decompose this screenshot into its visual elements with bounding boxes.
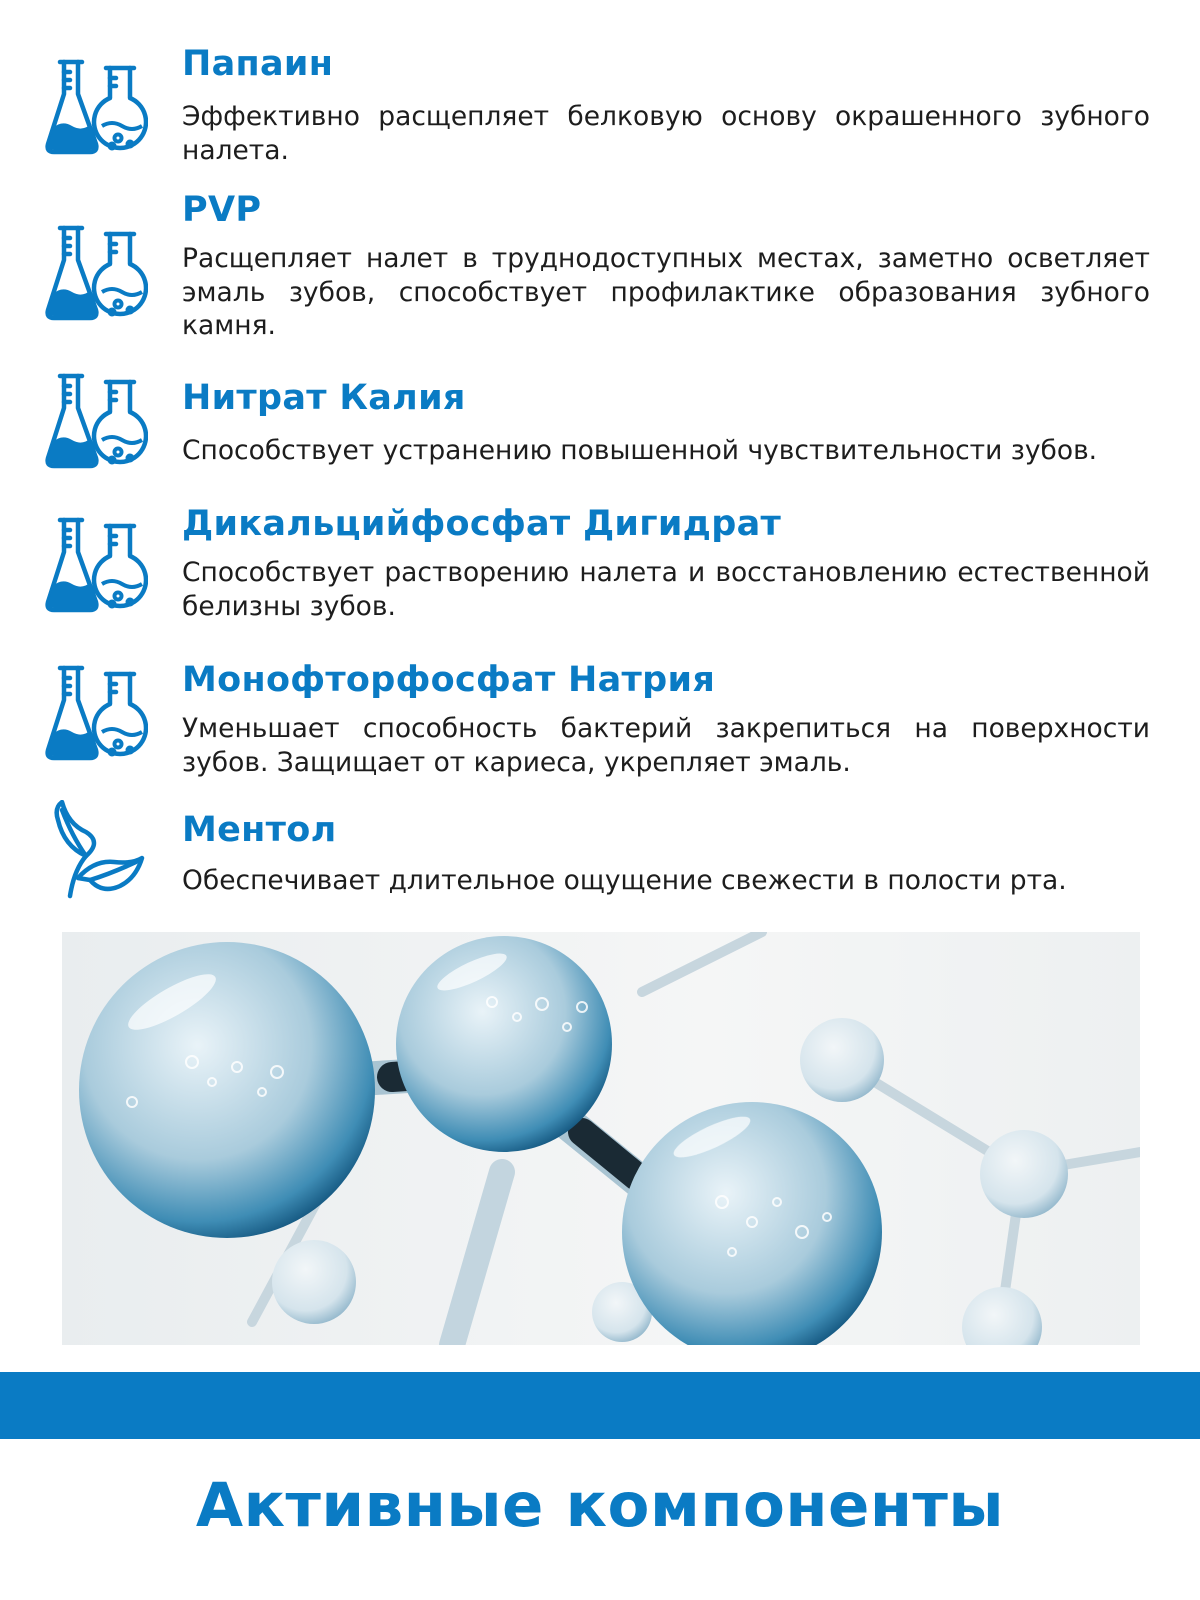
ingredient-title: Нитрат Калия xyxy=(182,378,466,418)
flasks-icon xyxy=(44,514,148,618)
page-title: Активные компоненты xyxy=(195,1470,1005,1541)
leaf-icon xyxy=(44,800,148,904)
ingredient-description: Способствует устранению повышенной чувствительности зубов. xyxy=(182,435,1098,466)
ingredient-title: Папаин xyxy=(182,44,334,84)
ingredient-description: Уменьшает способность бактерий закрепиться на поверхности зубов. Защищает от кариеса, укрепляет эмаль. xyxy=(182,713,1150,778)
flasks-icon xyxy=(44,370,148,474)
accent-band xyxy=(0,1372,1200,1439)
ingredient-title: PVP xyxy=(182,190,262,230)
ingredient-description: Эффективно расщепляет белковую основу окрашенного зубного налета. xyxy=(182,101,1150,166)
molecules-image xyxy=(62,932,1140,1345)
ingredient-title: Ментол xyxy=(182,810,337,850)
ingredient-description: Способствует растворению налета и восстановлению естественной белизны зубов. xyxy=(182,557,1150,622)
flasks-icon xyxy=(44,222,148,326)
ingredient-title: Дикальцийфосфат Дигидрат xyxy=(182,504,782,544)
ingredient-description: Расщепляет налет в труднодоступных местах, заметно осветляет эмаль зубов, способствует профилактике образования зубного камня. xyxy=(182,243,1150,341)
flasks-icon xyxy=(44,662,148,766)
ingredient-description: Обеспечивает длительное ощущение свежести в полости рта. xyxy=(182,865,1067,896)
flasks-icon xyxy=(44,56,148,160)
ingredient-title: Монофторфосфат Натрия xyxy=(182,660,716,700)
